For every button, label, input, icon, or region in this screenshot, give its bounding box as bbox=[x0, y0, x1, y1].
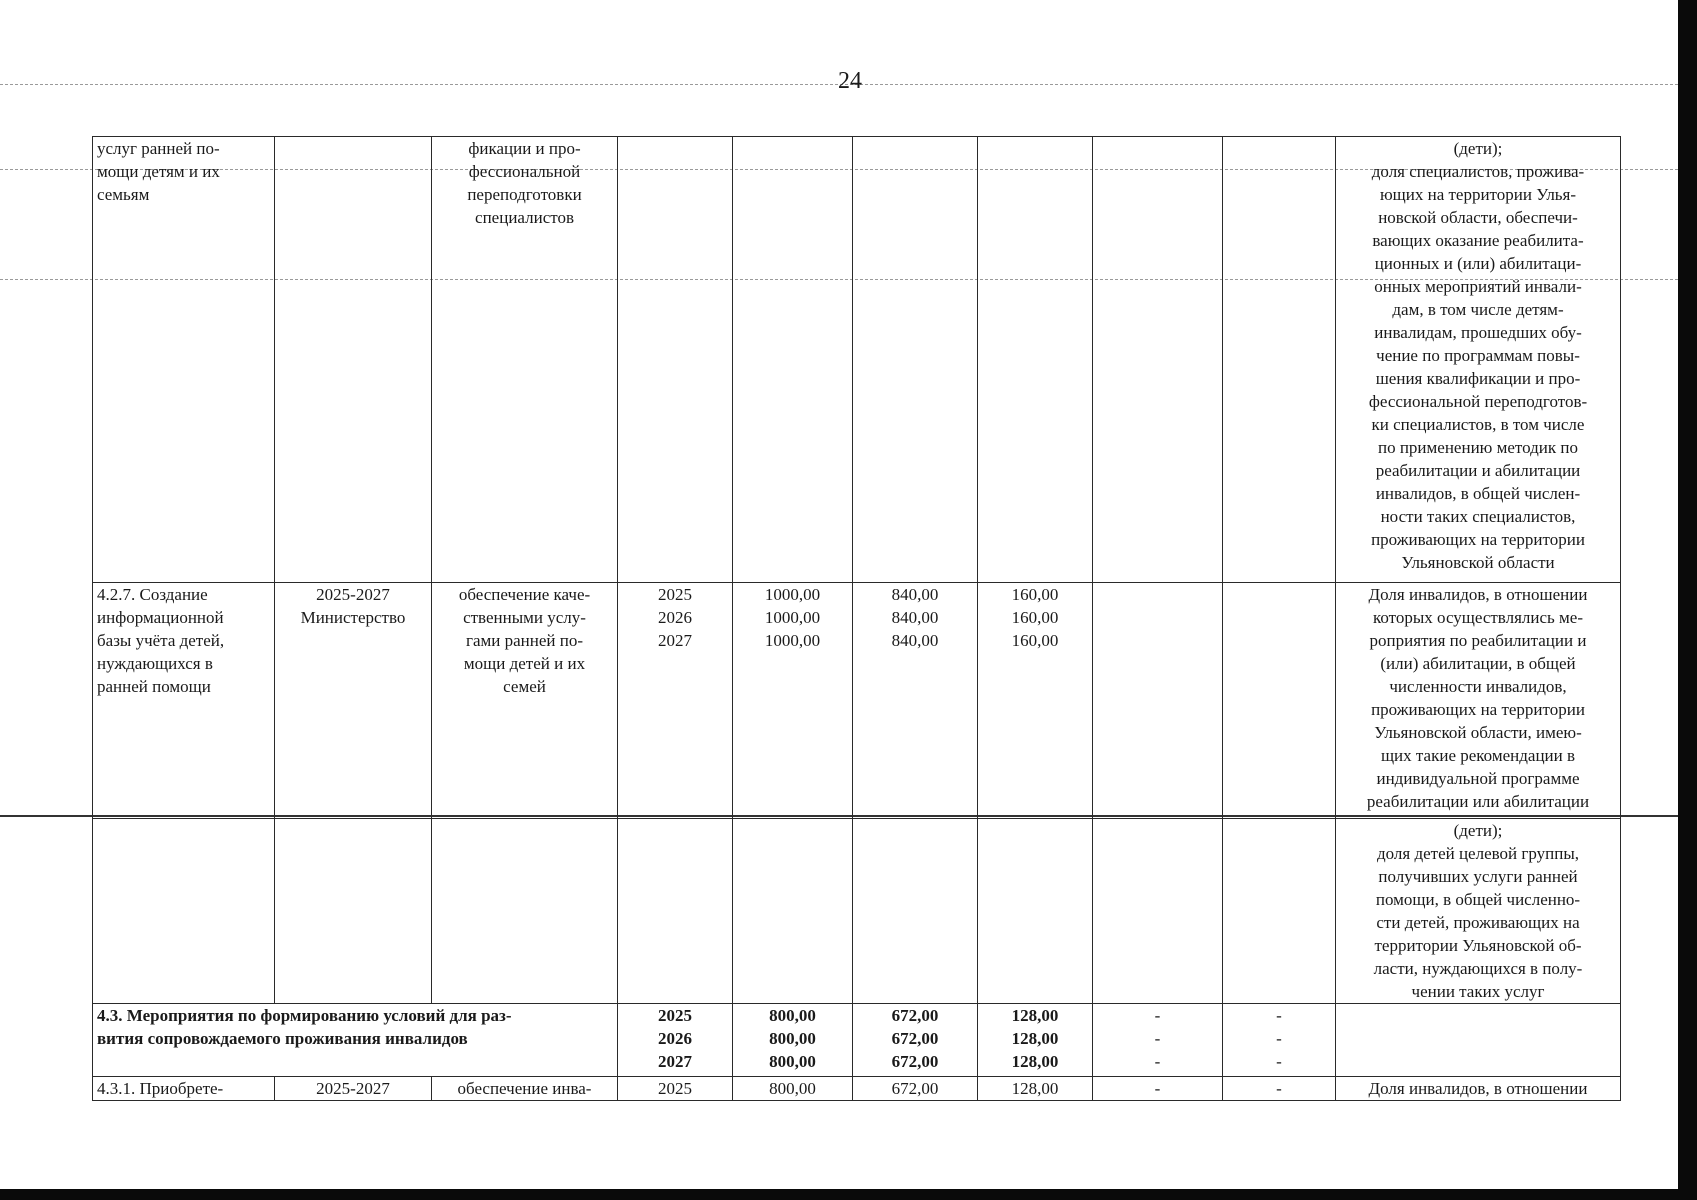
regional-budget-cell bbox=[978, 137, 1093, 583]
table-row bbox=[93, 137, 1621, 583]
indicator-cell: (дети); доля специалистов, прожива- ющих на территории Улья- новской области, обеспечи- вающих оказание реабилита- ционных и (или) абилитаци- онных мероприятий инвали- дам, в том числе детям- инвалидам, прошедших обу- чение по программам повы- шения квалификации и про- фессиональной переподготов- ки специалистов, в том числе по применению методик по реабилитации и абилитации инвалидов, в общей числен- ности таких специалистов, проживающих на территории Ульяновской области bbox=[1336, 137, 1621, 583]
regional-budget-cell: 128,00 bbox=[978, 1077, 1093, 1101]
year-cell bbox=[618, 819, 733, 1004]
indicator-cell: (дети); доля детей целевой группы, получивших услуги ранней помощи, в общей численно- сти детей, проживающих на территории Ульяновской об- ласти, нуждающихся в полу- чении таких услуг bbox=[1336, 819, 1621, 1004]
measure-name-cell: 4.2.7. Создание информационной базы учёта детей, нуждающихся в ранней помощи bbox=[93, 583, 275, 819]
local-budget-cell bbox=[1093, 819, 1223, 1004]
total-cell: 800,00 800,00 800,00 bbox=[733, 1004, 853, 1077]
program-table bbox=[92, 136, 1621, 1101]
local-budget-cell: - - - bbox=[1093, 1004, 1223, 1077]
table-row bbox=[93, 1077, 1621, 1101]
local-budget-cell: - bbox=[1093, 1077, 1223, 1101]
result-cell: фикации и про- фессиональной переподготовки специалистов bbox=[432, 137, 618, 583]
regional-budget-cell bbox=[978, 819, 1093, 1004]
regional-budget-cell: 160,00 160,00 160,00 bbox=[978, 583, 1093, 819]
scan-border-right bbox=[1678, 0, 1697, 1200]
table-row bbox=[93, 1004, 1621, 1077]
year-cell: 2025 bbox=[618, 1077, 733, 1101]
regional-budget-cell: 128,00 128,00 128,00 bbox=[978, 1004, 1093, 1077]
executor-cell bbox=[275, 819, 432, 1004]
year-cell bbox=[618, 137, 733, 583]
federal-budget-cell: 672,00 672,00 672,00 bbox=[853, 1004, 978, 1077]
other-sources-cell bbox=[1223, 583, 1336, 819]
total-cell bbox=[733, 819, 853, 1004]
total-cell bbox=[733, 137, 853, 583]
other-sources-cell bbox=[1223, 819, 1336, 1004]
table-row bbox=[93, 819, 1621, 1004]
total-cell: 1000,00 1000,00 1000,00 bbox=[733, 583, 853, 819]
measure-name-cell bbox=[93, 819, 275, 1004]
federal-budget-cell bbox=[853, 137, 978, 583]
federal-budget-cell bbox=[853, 819, 978, 1004]
scan-border-bottom bbox=[0, 1189, 1697, 1200]
executor-cell: 2025-2027 Министерство bbox=[275, 583, 432, 819]
executor-cell: 2025-2027 bbox=[275, 1077, 432, 1101]
indicator-cell bbox=[1336, 1004, 1621, 1077]
other-sources-cell bbox=[1223, 137, 1336, 583]
result-cell: обеспечение инва- bbox=[432, 1077, 618, 1101]
local-budget-cell bbox=[1093, 137, 1223, 583]
section-heading-cell: 4.3. Мероприятия по формированию условий для раз- вития сопровождаемого проживания инвалидов bbox=[93, 1004, 618, 1077]
executor-cell bbox=[275, 137, 432, 583]
year-cell: 2025 2026 2027 bbox=[618, 583, 733, 819]
year-cell: 2025 2026 2027 bbox=[618, 1004, 733, 1077]
other-sources-cell: - - - bbox=[1223, 1004, 1336, 1077]
result-cell: обеспечение каче- ственными услу- гами ранней по- мощи детей и их семей bbox=[432, 583, 618, 819]
federal-budget-cell: 672,00 bbox=[853, 1077, 978, 1101]
table-row bbox=[93, 583, 1621, 819]
page-number: 24 bbox=[838, 68, 862, 94]
result-cell bbox=[432, 819, 618, 1004]
federal-budget-cell: 840,00 840,00 840,00 bbox=[853, 583, 978, 819]
total-cell: 800,00 bbox=[733, 1077, 853, 1101]
measure-name-cell: услуг ранней по- мощи детям и их семьям bbox=[93, 137, 275, 583]
measure-name-cell: 4.3.1. Приобрете- bbox=[93, 1077, 275, 1101]
other-sources-cell: - bbox=[1223, 1077, 1336, 1101]
local-budget-cell bbox=[1093, 583, 1223, 819]
indicator-cell: Доля инвалидов, в отношении bbox=[1336, 1077, 1621, 1101]
indicator-cell: Доля инвалидов, в отношении которых осуществлялись ме- роприятия по реабилитации и (или) абилитации, в общей численности инвалидов, проживающих на территории Ульяновской области, имею- щих такие рекомендации в индивидуальной программе реабилитации или абилитации bbox=[1336, 583, 1621, 819]
